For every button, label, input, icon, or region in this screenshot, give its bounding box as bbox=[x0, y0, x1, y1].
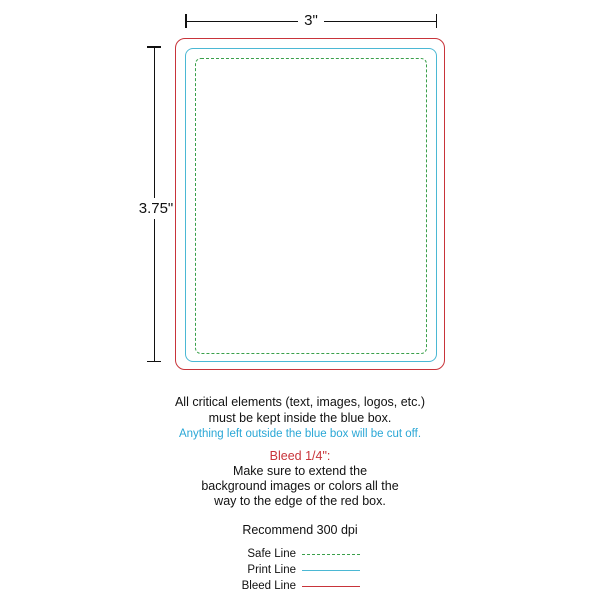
bleed-instruction-line-1: Make sure to extend the bbox=[232, 464, 368, 478]
width-dimension-label: 3" bbox=[298, 12, 324, 29]
bleed-title: Bleed 1/4": bbox=[269, 449, 331, 463]
legend-print-line bbox=[302, 570, 360, 571]
instruction-line-2: must be kept inside the blue box. bbox=[208, 411, 392, 425]
legend-bleed-line bbox=[302, 586, 360, 587]
height-dimension-label: 3.75" bbox=[138, 200, 174, 217]
recommend-dpi: Recommend 300 dpi bbox=[242, 523, 358, 537]
width-dimension bbox=[185, 12, 437, 32]
bleed-instruction-line-2: background images or colors all the bbox=[201, 479, 399, 493]
bleed-instruction-line-3: way to the edge of the red box. bbox=[214, 494, 386, 508]
legend-safe-line bbox=[302, 554, 360, 555]
warning-text: Anything left outside the blue box will be cut off. bbox=[178, 428, 422, 440]
instruction-line-1: All critical elements (text, images, logos, etc.) bbox=[174, 395, 426, 409]
legend-safe-label: Safe Line bbox=[247, 548, 296, 560]
safe-box bbox=[195, 58, 427, 354]
legend-print-label: Print Line bbox=[247, 564, 296, 576]
legend-bleed-label: Bleed Line bbox=[241, 580, 296, 592]
